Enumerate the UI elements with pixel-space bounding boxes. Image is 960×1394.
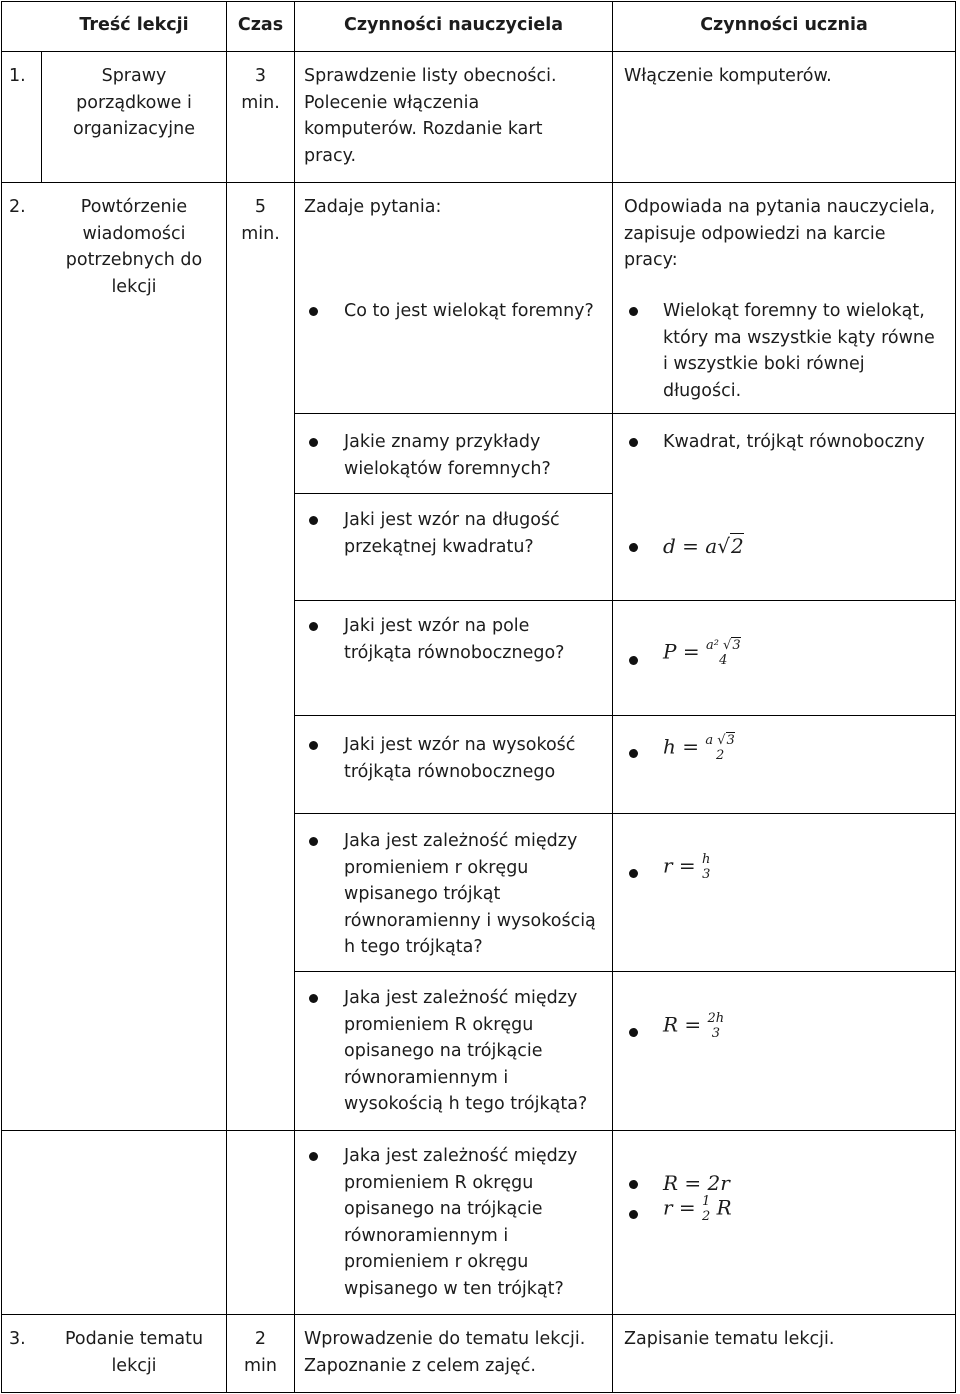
- row1-teacher-line: Sprawdzenie listy obecności.: [304, 66, 557, 86]
- answer-1-line: długości.: [663, 380, 742, 401]
- row1-teacher: [304, 63, 604, 169]
- bullet-icon: [629, 1028, 638, 1037]
- formula-radius-relation-1: R = 2r: [663, 1171, 730, 1195]
- row1-time: [227, 63, 294, 116]
- question-3-line: przekątnej kwadratu?: [344, 536, 534, 557]
- bullet-icon: [309, 307, 318, 316]
- subrow-line-3: [294, 600, 956, 601]
- subrow-line-2: [294, 493, 613, 494]
- question-8-line: równoramiennym i: [344, 1225, 509, 1246]
- header-teacher: Czynności nauczyciela: [344, 15, 563, 35]
- formula-diagonal: d = a√2: [663, 534, 744, 558]
- subrow-line-5: [294, 813, 956, 814]
- bullet-icon: [629, 1210, 638, 1219]
- row1-time-unit: min.: [241, 92, 280, 113]
- row2-student-intro-line: zapisuje odpowiedzi na karcie: [624, 223, 886, 244]
- row2-time: [227, 194, 294, 247]
- answer-2-line: Kwadrat, trójkąt równoboczny: [663, 432, 925, 452]
- table-border-left: [1, 1, 2, 1393]
- header-bottom-line: [1, 51, 956, 52]
- question-5-line: Jaki jest wzór na wysokość: [344, 735, 576, 755]
- row1-teacher-line: pracy.: [304, 145, 357, 166]
- bullet-icon: [629, 1180, 638, 1189]
- bullet-icon: [309, 994, 318, 1003]
- question-1-line: Co to jest wielokąt foremny?: [344, 301, 594, 321]
- formula-area: P = a² √3 4: [663, 638, 741, 668]
- question-7-line: Jaka jest zależność między: [344, 988, 578, 1008]
- row2-bottom-line: [1, 1314, 956, 1315]
- answer-1-line: który ma wszystkie kąty równe: [663, 327, 935, 348]
- bullet-icon: [309, 516, 318, 525]
- answer-6: [624, 852, 949, 896]
- row3-number: 3.: [9, 1329, 26, 1349]
- row3-teacher-line: Zapoznanie z celem zajęć.: [304, 1355, 536, 1376]
- row3-topic-line: Podanie tematu: [64, 1329, 204, 1349]
- row2-topic-line: lekcji: [111, 276, 157, 297]
- header-time: Czas: [237, 15, 284, 35]
- row3-time-unit: min: [243, 1355, 277, 1376]
- formula-circumscribed-radius: R = 2h 3: [663, 1011, 725, 1041]
- question-2-line: wielokątów foremnych?: [344, 458, 551, 479]
- bullet-icon: [629, 543, 638, 552]
- bullet-icon: [309, 837, 318, 846]
- question-7-line: opisanego na trójkącie: [344, 1041, 543, 1061]
- header-topic: Treść lekcji: [79, 15, 189, 35]
- answer-4: [624, 638, 949, 682]
- row2-topic-line: wiadomości: [82, 223, 186, 244]
- question-6-line: wpisanego trójkąt: [344, 884, 501, 904]
- row2-number: 2.: [9, 197, 26, 217]
- question-4-line: Jaki jest wzór na pole: [344, 616, 530, 636]
- formula-radius-relation-2: r = 1 2 R: [663, 1194, 732, 1224]
- row3-time: [227, 1326, 294, 1379]
- row2-topic-line: potrzebnych do: [65, 250, 203, 270]
- formula-height: h = a √3 2: [663, 733, 735, 763]
- row1-teacher-line: Polecenie włączenia: [304, 92, 480, 113]
- header-student: Czynności ucznia: [700, 15, 868, 35]
- question-8-line: wpisanego w ten trójkąt?: [344, 1278, 564, 1299]
- row3-time-value: 2: [254, 1329, 267, 1349]
- answer-5: [624, 733, 949, 777]
- question-7-line: wysokością h tego trójkąta?: [344, 1094, 588, 1114]
- bullet-icon: [629, 749, 638, 758]
- question-3-line: Jaki jest wzór na długość: [344, 510, 560, 530]
- answer-3: [624, 533, 949, 563]
- row2-topic-line: Powtórzenie: [80, 197, 188, 217]
- row1-number: 1.: [9, 66, 26, 86]
- row2-time-value: 5: [254, 197, 267, 217]
- bullet-icon: [629, 438, 638, 447]
- question-6-line: Jaka jest zależność między: [344, 831, 578, 851]
- row2-student-intro-line: pracy:: [624, 250, 678, 270]
- row2-time-unit: min.: [241, 223, 280, 244]
- question-2-line: Jakie znamy przykłady: [344, 432, 541, 452]
- row1-topic-line: Sprawy: [101, 66, 167, 86]
- answer-1-line: i wszystkie boki równej: [663, 354, 865, 374]
- answer-8b: [624, 1194, 949, 1238]
- question-8-line: promieniem R okręgu: [344, 1172, 534, 1193]
- question-8-line: Jaka jest zależność między: [344, 1146, 578, 1166]
- row3-teacher: [304, 1326, 604, 1379]
- bullet-icon: [309, 1152, 318, 1161]
- row1-bottom-line: [1, 182, 956, 183]
- question-7-line: równoramiennym i: [344, 1067, 509, 1088]
- row3-topic-line: lekcji: [111, 1355, 157, 1376]
- column-divider-time-right: [294, 1, 295, 1393]
- bullet-icon: [309, 438, 318, 447]
- table-border-bottom: [1, 1392, 956, 1393]
- row1-time-value: 3: [254, 66, 267, 86]
- question-8-line: promieniem r okręgu: [344, 1252, 529, 1272]
- question-7-line: promieniem R okręgu: [344, 1014, 534, 1035]
- row1-student: Włączenie komputerów.: [624, 66, 832, 86]
- subrow-line-1: [294, 413, 956, 414]
- answer-7: [624, 1011, 949, 1055]
- row2-student-intro-line: Odpowiada na pytania nauczyciela,: [624, 197, 936, 217]
- question-6-line: równoramienny i wysokością: [344, 910, 596, 931]
- subrow-line-4: [294, 715, 956, 716]
- row1-teacher-line: komputerów. Rozdanie kart: [304, 119, 543, 139]
- subrow-line-6: [294, 971, 956, 972]
- table-border-top: [1, 1, 956, 2]
- answer-1-line: Wielokąt foremny to wielokąt,: [663, 301, 925, 321]
- question-6-line: h tego trójkąta?: [344, 937, 483, 957]
- row3-topic: [42, 1326, 226, 1379]
- bullet-icon: [309, 622, 318, 631]
- row1-topic: [42, 63, 226, 143]
- row1-topic-line: organizacyjne: [73, 119, 195, 139]
- table-border-right: [955, 1, 956, 1393]
- question-4-line: trójkąta równobocznego?: [344, 642, 565, 663]
- question-8-line: opisanego na trójkącie: [344, 1199, 543, 1219]
- question-6-line: promieniem r okręgu: [344, 857, 529, 878]
- subrow-line-7: [1, 1130, 956, 1131]
- row3-student: Zapisanie tematu lekcji.: [624, 1329, 835, 1349]
- row1-topic-line: porządkowe i: [76, 92, 192, 113]
- row3-teacher-line: Wprowadzenie do tematu lekcji.: [304, 1329, 586, 1349]
- formula-inscribed-radius: r = h 3: [663, 852, 711, 882]
- bullet-icon: [629, 869, 638, 878]
- row2-teacher-intro: Zadaje pytania:: [304, 197, 442, 217]
- question-5-line: trójkąta równobocznego: [344, 761, 556, 782]
- row2-student-intro: [624, 194, 949, 274]
- bullet-icon: [309, 741, 318, 750]
- row2-topic: [42, 194, 226, 300]
- bullet-icon: [629, 656, 638, 665]
- bullet-icon: [629, 307, 638, 316]
